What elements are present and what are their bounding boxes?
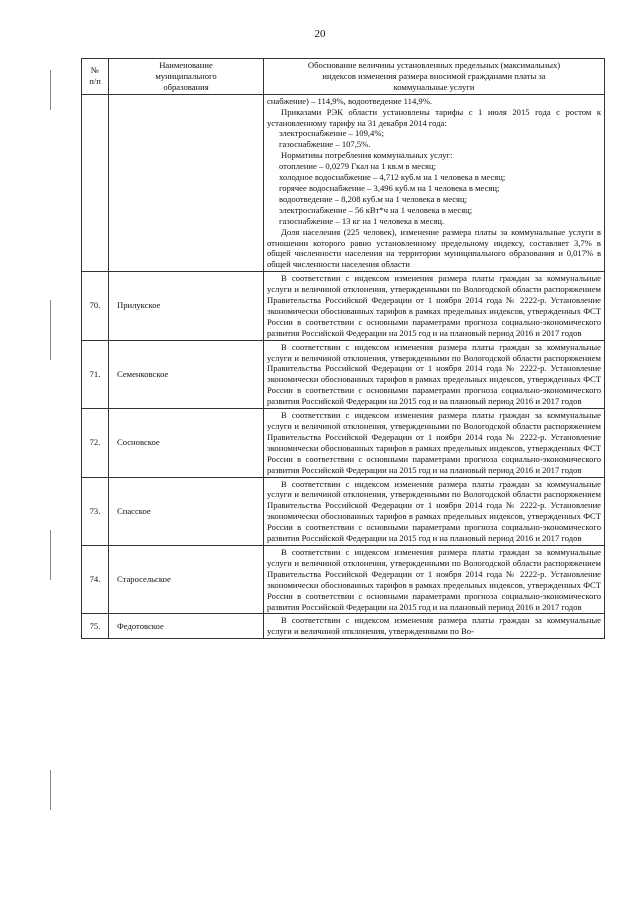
row-municipality-name: Прилукское: [109, 272, 264, 340]
basis-paragraph: Нормативы потребления коммунальных услуг:: [281, 150, 453, 161]
row-num: 70.: [82, 272, 109, 340]
basis-paragraph: газоснабжение – 13 кг на 1 человека в месяц.: [279, 215, 445, 226]
header-num: № п/п: [82, 59, 109, 95]
row-municipality-name: Старосельское: [109, 545, 264, 613]
row-num: 71.: [82, 340, 109, 408]
basis-paragraph: электроснабжение – 109,4%;: [279, 128, 384, 139]
row-basis: В соответствии с индексом изменения размера платы граждан за коммунальные услуги и величиной отклонения, утвержденными по Вологодской области распоряжением Правительства Российской Федерации от 1 ноября 2014 года № 2222-р. Установление экономически обоснованных тарифов в рамках предельных индексов, утвержденных ФСТ России в соответствии с основными параметрами прогноза социально-экономического развития Российской Федерации на 2015 год и на плановый период 2016 и 2017 годов: [264, 340, 605, 408]
scan-margin-mark: [50, 530, 51, 580]
table-row: [82, 272, 605, 340]
row-num-cell: [82, 94, 109, 272]
table-row: [82, 409, 605, 477]
row-municipality-name: Сосновское: [109, 409, 264, 477]
header-basis: Обоснование величины установленных предельных (максимальных) индексов изменения размера вносимой гражданами платы за коммунальные услуги: [264, 59, 605, 95]
row-municipality-name: Семенковское: [109, 340, 264, 408]
row-basis: В соответствии с индексом изменения размера платы граждан за коммунальные услуги и величиной отклонения, утвержденными по Вологодской области распоряжением Правительства Российской Федерации от 1 ноября 2014 года № 2222-р. Установление экономически обоснованных тарифов в рамках предельных индексов, утвержденных ФСТ России в соответствии с основными параметрами прогноза социально-экономического развития Российской Федерации на 2015 год и на плановый период 2016 и 2017 годов: [264, 272, 605, 340]
row-municipality-name: Спасское: [109, 477, 264, 545]
row-municipality-name: Федотовское: [109, 614, 264, 639]
scan-margin-mark: [50, 300, 51, 360]
table-row: [82, 477, 605, 545]
row-basis: В соответствии с индексом изменения размера платы граждан за коммунальные услуги и величиной отклонения, утвержденными по Вологодской области распоряжением Правительства Российской Федерации от 1 ноября 2014 года № 2222-р. Установление экономически обоснованных тарифов в рамках предельных индексов, утвержденных ФСТ России в соответствии с основными параметрами прогноза социально-экономического развития Российской Федерации на 2015 год и на плановый период 2016 и 2017 годов: [264, 545, 605, 613]
basis-paragraph: Доля населения (225 человек), изменение размера платы за коммунальные услуги в отношении которого равно установленному предельному индексу, составляет 3,7% в общей численности населения на территории муниципального образования и 0,017% в общей численности населения области: [267, 226, 601, 270]
row-num: 73.: [82, 477, 109, 545]
basis-paragraph: Приказами РЭК области установлены тарифы с 1 июля 2015 года с ростом к установленному тарифу на 31 декабря 2014 года:: [267, 106, 601, 128]
basis-paragraph: снабжение) – 114,9%, водоотведение 114,9%.: [267, 95, 433, 106]
basis-paragraph: холодное водоснабжение – 4,712 куб.м на 1 человека в месяц;: [279, 172, 506, 183]
row-name-cell: [109, 94, 264, 272]
scan-margin-mark: [50, 70, 51, 110]
page-number: 20: [314, 28, 326, 40]
row-basis: В соответствии с индексом изменения размера платы граждан за коммунальные услуги и величиной отклонения, утвержденными по Вологодской области распоряжением Правительства Российской Федерации от 1 ноября 2014 года № 2222-р. Установление экономически обоснованных тарифов в рамках предельных индексов, утвержденных ФСТ России в соответствии с основными параметрами прогноза социально-экономического развития Российской Федерации на 2015 год и на плановый период 2016 и 2017 годов: [264, 409, 605, 477]
row-num: 75.: [82, 614, 109, 639]
table-row: [82, 340, 605, 408]
basis-paragraph: водоотведение – 8,208 куб.м на 1 человека в месяц;: [279, 193, 467, 204]
row-basis-cell: [264, 94, 605, 272]
tariff-index-table: [81, 58, 605, 639]
basis-paragraph: газоснабжение – 107,5%.: [279, 139, 371, 150]
table-row-continuation: [82, 94, 605, 272]
row-basis: В соответствии с индексом изменения размера платы граждан за коммунальные услуги и величиной отклонения, утвержденными по Во-: [264, 614, 605, 639]
scan-margin-mark: [50, 770, 51, 810]
basis-paragraph: электроснабжение – 56 кВт*ч на 1 человека в месяц;: [279, 204, 473, 215]
table-row: [82, 614, 605, 639]
header-municipality-name: Наименование муниципального образования: [109, 59, 264, 95]
row-num: 72.: [82, 409, 109, 477]
row-basis: В соответствии с индексом изменения размера платы граждан за коммунальные услуги и величиной отклонения, утвержденными по Вологодской области распоряжением Правительства Российской Федерации от 1 ноября 2014 года № 2222-р. Установление экономически обоснованных тарифов в рамках предельных индексов, утвержденных ФСТ России в соответствии с основными параметрами прогноза социально-экономического развития Российской Федерации на 2015 год и на плановый период 2016 и 2017 годов: [264, 477, 605, 545]
table-row: [82, 545, 605, 613]
row-num: 74.: [82, 545, 109, 613]
basis-paragraph: отопление – 0,0279 Гкал на 1 кв.м в месяц;: [279, 161, 436, 172]
table-header-row: [82, 59, 605, 95]
basis-paragraph: горячее водоснабжение – 3,496 куб.м на 1 человека в месяц;: [279, 182, 500, 193]
